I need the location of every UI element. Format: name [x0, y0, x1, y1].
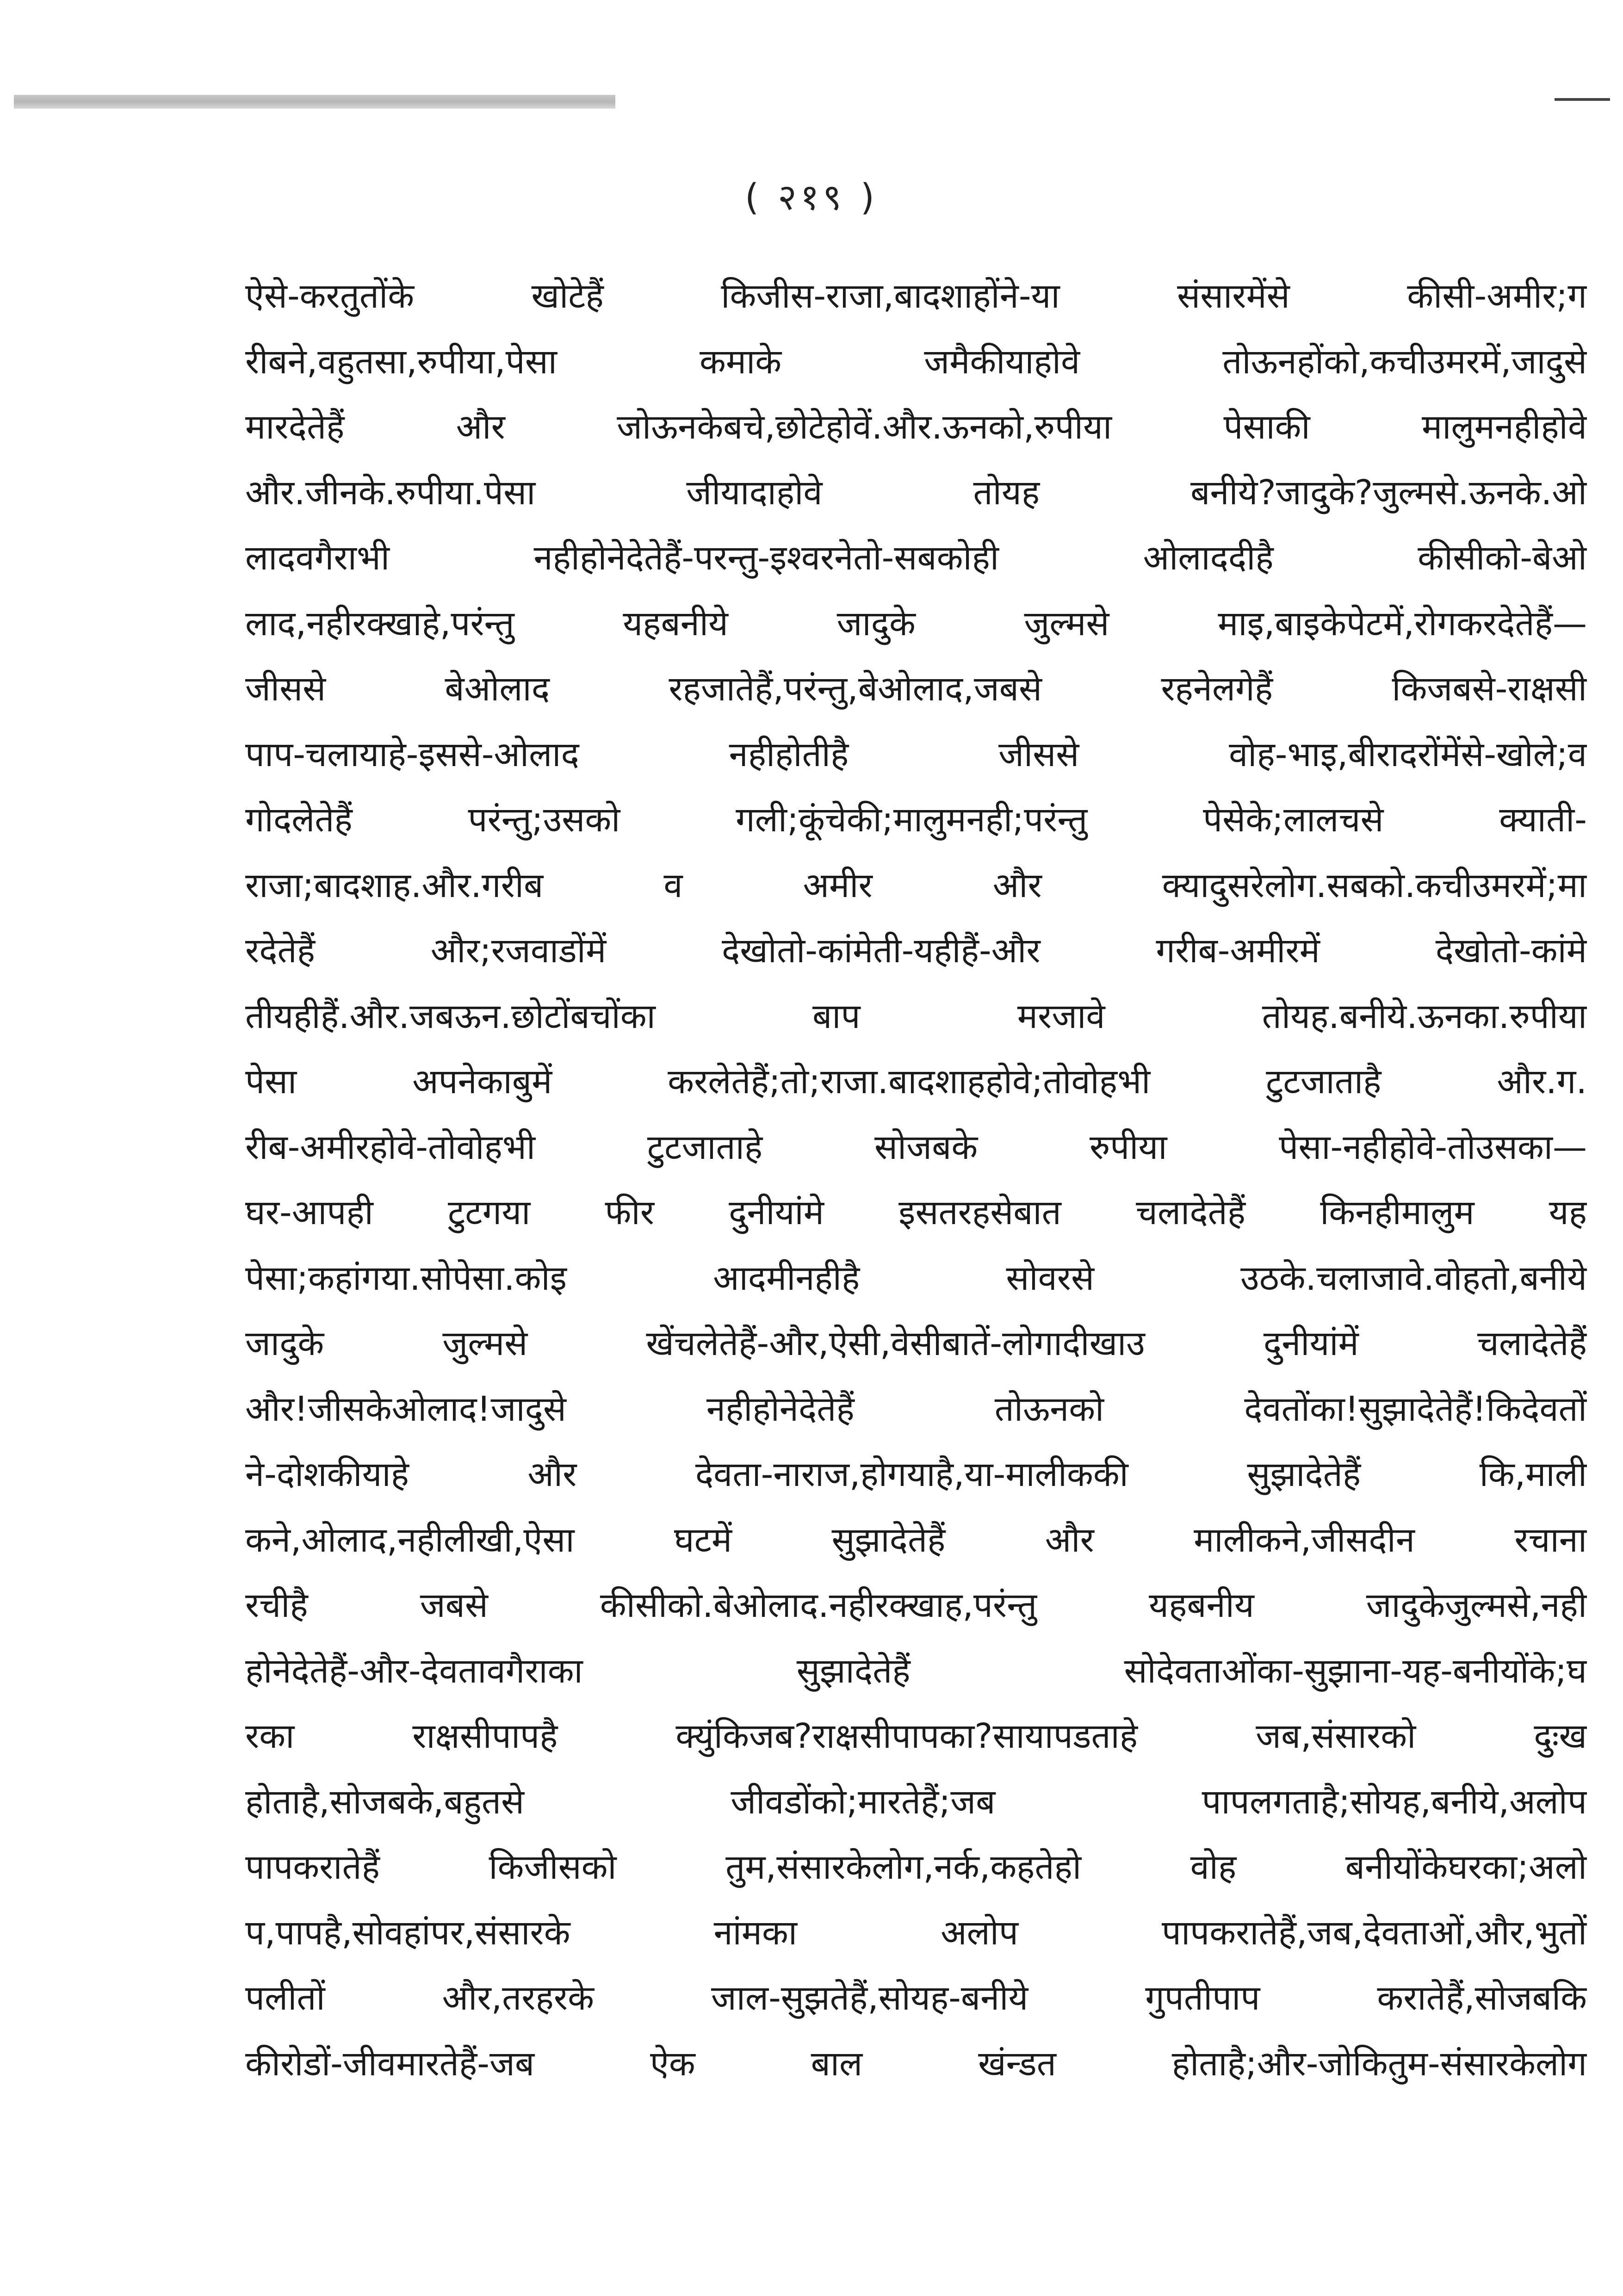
text-line: होनेदेतेहैं-और-देवतावगैराका सुझादेतेहैं सोदेवताओंका-सुझाना-यह-बनीयोंके;घ: [245, 1651, 1587, 1691]
text-line: पेसा अपनेकाबुमें करलेतेहैं;तो;राजा.बादशाहहोवे;तोवोहभी टुटजाताहै और.ग.: [245, 1062, 1587, 1102]
text-line: गोदलेतेहैं परंन्तु;उसको गली;कूंचेकी;मालुमनही;परंन्तु पेसेके;लालचसे क्याती-: [245, 800, 1587, 840]
text-line: और!जीसकेओलाद!जादुसे नहीहोनेदेतेहैं तोऊनको देवतोंका!सुझादेतेहैं!किदेवतों: [245, 1389, 1587, 1429]
text-line: जीससे बेओलाद रहजातेहैं,परंन्तु,बेओलाद,जबसे रहनेलगेहैं किजबसे-राक्षसी: [245, 669, 1587, 709]
text-line: प,पापहै,सोवहांपर,संसारके नांमका अलोप पापकरातेहैं,जब,देवताओं,और,भुतों: [245, 1912, 1587, 1953]
top-scan-rule: [14, 95, 615, 109]
text-line: होताहै,सोजबके,बहुतसे जीवडोंको;मारतेहैं;जब पापलगताहै;सोयह,बनीये,अलोप: [245, 1782, 1587, 1822]
text-line: पेसा;कहांगया.सोपेसा.कोइ आदमीनहीहै सोवरसे उठके.चलाजावे.वोहतो,बनीये: [245, 1258, 1587, 1298]
text-line: जादुके जुल्मसे खेंचलेतेहैं-और,ऐसी,वेसीबातें-लोगादीखाउ दुनीयांमें चलादेतेहैं: [245, 1324, 1587, 1363]
text-line: ऐसे-करतुतोंके खोटेहैं किजीस-राजा,बादशाहोंने-या संसारमेंसे कीसी-अमीर;ग: [245, 276, 1587, 316]
text-line: रचीहै जबसे कीसीको.बेओलाद.नहीरक्खाह,परंन्तु यहबनीय जादुकेजुल्मसे,नही: [245, 1585, 1587, 1625]
text-line: पलीतों और,तरहरके जाल-सुझतेहैं,सोयह-बनीये गुपतीपाप करातेहैं,सोजबकि: [245, 1978, 1587, 2018]
text-line: कने,ओलाद,नहीलीखी,ऐसा घटमें सुझादेतेहैं और मालीकने,जीसदीन रचाना: [245, 1520, 1587, 1560]
text-line: पापकरातेहैं किजीसको तुम,संसारकेलोग,नर्क,कहतेहो वोह बनीयोंकेघरका;अलो: [245, 1847, 1587, 1887]
text-line: कीरोडों-जीवमारतेहैं-जब ऐक बाल खंन्डत होताहै;और-जोकितुम-संसारकेलोग: [245, 2043, 1587, 2084]
text-line: मारदेतेहैं और जोऊनकेबचे,छोटेहोवें.और.ऊनको,रुपीया पेसाकी मालुमनहीहोवे: [245, 407, 1587, 447]
top-scan-rule-right: [1555, 98, 1610, 101]
text-line: रका राक्षसीपापहै क्युंकिजब?राक्षसीपापका?सायापडताहे जब,संसारको दुःख: [245, 1716, 1587, 1756]
text-line: लाद,नहीरक्खाहे,परंन्तु यहबनीये जादुके जुल्मसे माइ,बाइकेपेटमें,रोगकरदेतेहैं—: [245, 603, 1587, 644]
text-line: रीबने,वहुतसा,रुपीया,पेसा कमाके जमैकीयाहोवे तोऊनहोंको,कचीउमरमें,जादुसे: [245, 341, 1587, 382]
text-line: ने-दोशकीयाहे और देवता-नाराज,होगयाहै,या-मालीककी सुझादेतेहैं कि,माली: [245, 1454, 1587, 1494]
text-line: रीब-अमीरहोवे-तोवोहभी टुटजाताहे सोजबके रुपीया पेसा-नहीहोवे-तोउसका—: [245, 1127, 1587, 1167]
text-line: लादवगैराभी नहीहोनेदेतेहैं-परन्तु-इश्वरनेतो-सबकोही ओलाददीहै कीसीको-बेओ: [245, 538, 1587, 578]
text-line: राजा;बादशाह.और.गरीब व अमीर और क्यादुसरेलोग.सबको.कचीउमरमें;मा: [245, 865, 1587, 905]
page-body: [245, 264, 1587, 2097]
page-number: ( २१९ ): [744, 177, 879, 218]
text-line: और.जीनके.रुपीया.पेसा जीयादाहोवे तोयह बनीये?जादुके?जुल्मसे.ऊनके.ओ: [245, 472, 1587, 513]
text-line: तीयहीहैं.और.जबऊन.छोटोंबचोंका बाप मरजावे तोयह.बनीये.ऊनका.रुपीया: [245, 996, 1587, 1036]
text-line: रदेतेहैं और;रजवाडोंमें देखोतो-कांमेती-यहीहैं-और गरीब-अमीरमें देखोतो-कांमे: [245, 931, 1587, 971]
text-line: घर-आपही टुटगया फीर दुनीयांमे इसतरहसेबात चलादेतेहैं किनहीमालुम यह: [245, 1193, 1587, 1232]
text-line: पाप-चलायाहे-इससे-ओलाद नहीहोतीहै जीससे वोह-भाइ,बीरादरोंमेंसे-खोले;व: [245, 734, 1587, 774]
